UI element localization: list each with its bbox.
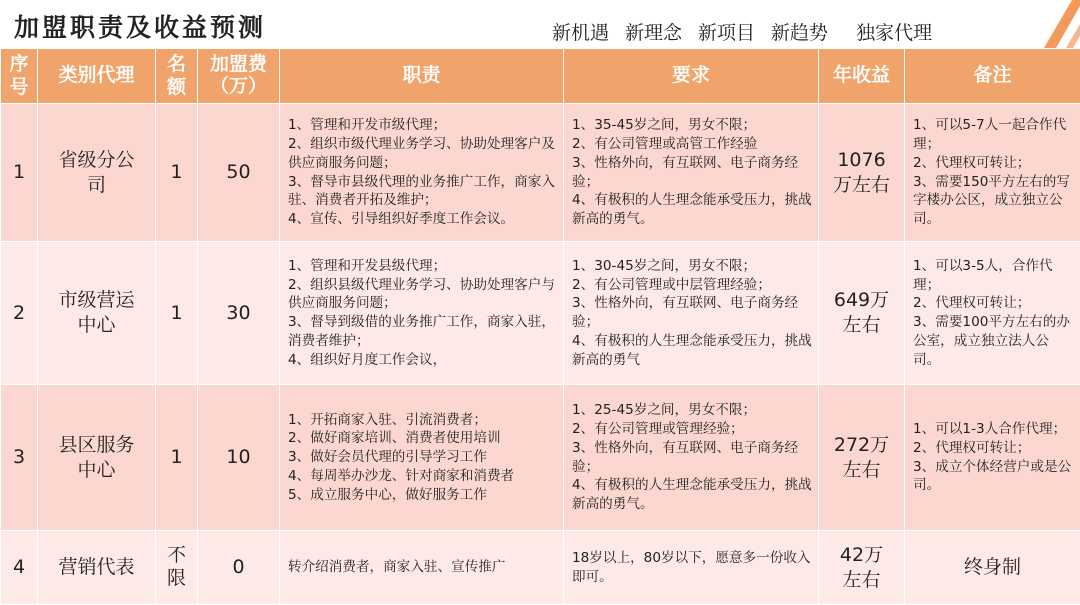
tagline-item: 新机遇	[552, 22, 610, 44]
cell-requirements: 1、35-45岁之间，男女不限； 2、有公司管理或高管工作经验 3、性格外向，有互联网、电子商务经验； 4、有极积的人生理念能承受压力，挑战新高的勇气。	[564, 104, 819, 242]
cell-fee: 0	[198, 531, 280, 605]
cell-requirements: 1、25-45岁之间，男女不限； 2、有公司管理或管理经验； 3、性格外向，有互联网、电子商务经验； 4、有极积的人生理念能承受压力，挑战新高的勇气。	[564, 385, 819, 531]
cell-category: 市级营运中心	[38, 242, 156, 385]
cell-category: 营销代表	[38, 531, 156, 605]
header-duties: 职责	[280, 49, 564, 104]
header-category: 类别代理	[38, 49, 156, 104]
header-income: 年收益	[819, 49, 905, 104]
table-row	[1, 385, 1080, 531]
cell-duties: 1、管理和开发市级代理； 2、组织市级代理业务学习、协助处理客户及供应商服务问题； 3、督导市县级代理的业务推广工作，商家入驻、消费者开拓及维护； 4、宣传、引导组织好季度工作会议。	[280, 104, 564, 242]
tagline-item: 独家代理	[856, 22, 933, 44]
header-notes: 备注	[905, 49, 1080, 104]
cell-fee: 30	[198, 242, 280, 385]
table-row	[1, 531, 1080, 605]
cell-income: 1076万左右	[819, 104, 905, 242]
tagline-item: 新项目	[698, 22, 756, 44]
cell-notes: 终身制	[905, 531, 1080, 605]
cell-fee: 10	[198, 385, 280, 531]
cell-notes: 1、可以1-3人合作代理； 2、代理权可转让； 3、成立个体经营户或是公司。	[905, 385, 1080, 531]
cell-index: 4	[1, 531, 38, 605]
cell-quota: 1	[156, 385, 198, 531]
cell-duties: 转介绍消费者，商家入驻、宣传推广	[280, 531, 564, 605]
tagline-item: 新趋势	[771, 22, 829, 44]
cell-index: 2	[1, 242, 38, 385]
franchise-table	[0, 48, 1080, 605]
header-requirements: 要求	[564, 49, 819, 104]
cell-requirements: 18岁以上，80岁以下，愿意多一份收入即可。	[564, 531, 819, 605]
tagline-item: 新理念	[625, 22, 683, 44]
cell-notes: 1、可以3-5人，合作代理； 2、代理权可转让； 3、需要100平方左右的办公室，成立独立法人公司。	[905, 242, 1080, 385]
table-row	[1, 104, 1080, 242]
table-row	[1, 242, 1080, 385]
table-header-row	[1, 49, 1080, 104]
cell-requirements: 1、30-45岁之间，男女不限； 2、有公司管理或中层管理经验； 3、性格外向，有互联网、电子商务经验； 4、有极积的人生理念能承受压力，挑战新高的勇气	[564, 242, 819, 385]
cell-index: 1	[1, 104, 38, 242]
cell-index: 3	[1, 385, 38, 531]
tagline	[552, 18, 932, 45]
cell-fee: 50	[198, 104, 280, 242]
cell-duties: 1、管理和开发县级代理； 2、组织县级代理业务学习、协助处理客户与供应商服务问题； 3、督导到级借的业务推广工作，商家入驻，消费者维护； 4、组织好月度工作会议，	[280, 242, 564, 385]
cell-quota: 1	[156, 104, 198, 242]
header-fee: 加盟费（万）	[198, 49, 280, 104]
cell-quota: 1	[156, 242, 198, 385]
cell-income: 272万左右	[819, 385, 905, 531]
cell-notes: 1、可以5-7人一起合作代理； 2、代理权可转让； 3、需要150平方左右的写字楼办公区，成立独立公司。	[905, 104, 1080, 242]
cell-income: 649万左右	[819, 242, 905, 385]
cell-category: 省级分公司	[38, 104, 156, 242]
cell-quota: 不限	[156, 531, 198, 605]
page-title: 加盟职责及收益预测	[14, 13, 267, 42]
header-index: 序号	[1, 49, 38, 104]
cell-duties: 1、开拓商家入驻、引流消费者； 2、做好商家培训、消费者使用培训 3、做好会员代理的引导学习工作 4、每周举办沙龙、针对商家和消费者 5、成立服务中心，做好服务工作	[280, 385, 564, 531]
cell-income: 42万左右	[819, 531, 905, 605]
header-quota: 名额	[156, 49, 198, 104]
cell-category: 县区服务中心	[38, 385, 156, 531]
corner-stripe-decoration	[1010, 0, 1080, 48]
